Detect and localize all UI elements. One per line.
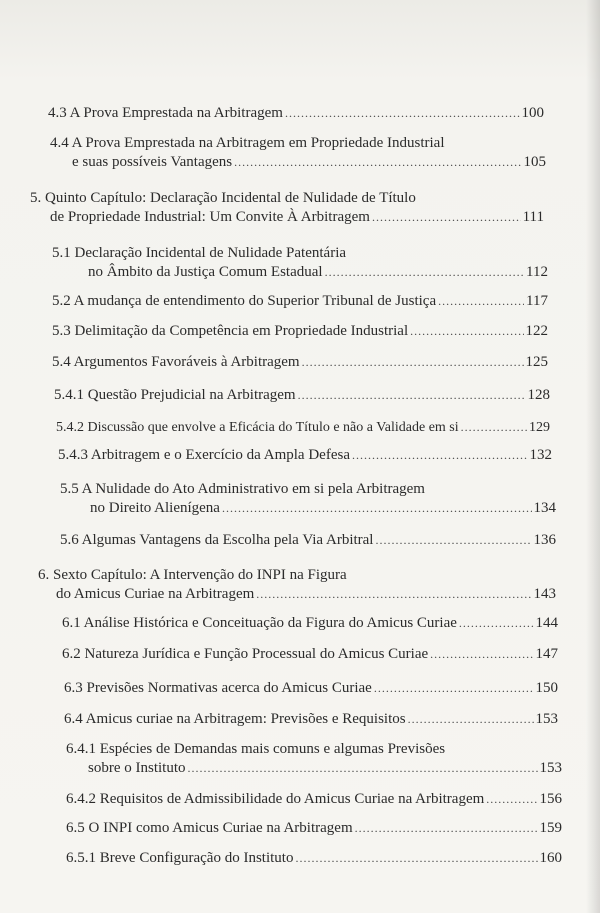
toc-entry-title-continued: do Amicus Curiae na Arbitragem <box>56 586 255 602</box>
toc-entry-title: 6.4.2 Requisitos de Admissibilidade do Amicus Curiae na Arbitragem <box>66 791 485 807</box>
toc-entry-title: 5.6 Algumas Vantagens da Escolha pela Via Arbitral <box>60 532 374 548</box>
toc-page-number: 147 <box>535 646 558 662</box>
toc-entry-title: 5.4 Argumentos Favoráveis à Arbitragem <box>52 354 300 370</box>
toc-entry-4-4 <box>50 134 546 172</box>
toc-entry-title: 6. Sexto Capítulo: A Intervenção do INPI na Figura <box>38 567 347 583</box>
toc-entry-5-1 <box>52 244 548 282</box>
dot-leader <box>222 499 532 518</box>
toc-entry-5-5 <box>60 480 556 518</box>
toc-entry-5-4-3 <box>58 446 552 465</box>
toc-page-number: 117 <box>526 293 548 309</box>
dot-leader <box>408 710 534 729</box>
toc-page-number: 122 <box>525 323 548 339</box>
toc-page-number: 156 <box>539 791 562 807</box>
dot-leader <box>256 585 531 604</box>
dot-leader <box>486 790 537 809</box>
dot-leader <box>285 104 520 123</box>
toc-entry-title-continued: sobre o Instituto <box>88 760 186 776</box>
toc-entry-5-4-1 <box>54 386 550 405</box>
toc-entry-6-4-2 <box>66 790 562 809</box>
toc-entry-chapter-5 <box>30 189 544 227</box>
dot-leader <box>234 153 521 172</box>
toc-entry-5-4 <box>52 353 548 372</box>
toc-entry-4-3 <box>48 104 544 123</box>
dot-leader <box>355 819 538 838</box>
toc-page-number: 136 <box>533 532 556 548</box>
toc-entry-title: 6.5.1 Breve Configuração do Instituto <box>66 850 294 866</box>
toc-entry-5-4-2 <box>56 418 550 437</box>
dot-leader <box>295 849 537 868</box>
dot-leader <box>461 418 527 437</box>
toc-entry-title: 5.2 A mudança de entendimento do Superior Tribunal de Justiça <box>52 293 437 309</box>
toc-entry-title: 6.1 Análise Histórica e Conceituação da Figura do Amicus Curiae <box>62 615 457 631</box>
dot-leader <box>298 386 526 405</box>
toc-page-number: 132 <box>529 447 552 463</box>
toc-entry-title: 5.4.2 Discussão que envolve a Eficácia do Título e não a Validade em si <box>56 420 459 435</box>
dot-leader <box>188 759 538 778</box>
toc-entry-title: 5.4.3 Arbitragem e o Exercício da Ampla Defesa <box>58 447 350 463</box>
toc-page-number: 160 <box>539 850 562 866</box>
toc-page-number: 100 <box>521 105 544 121</box>
toc-entry-5-2 <box>52 292 548 311</box>
dot-leader <box>459 614 534 633</box>
dot-leader <box>430 645 533 664</box>
toc-entry-title: 5.4.1 Questão Prejudicial na Arbitragem <box>54 387 296 403</box>
toc-page-number: 128 <box>527 387 550 403</box>
dot-leader <box>372 208 521 227</box>
toc-entry-6-2 <box>62 645 558 664</box>
dot-leader <box>325 263 524 282</box>
toc-entry-title: 5.3 Delimitação da Competência em Propriedade Industrial <box>52 323 409 339</box>
toc-entry-chapter-6 <box>38 566 556 604</box>
toc-entry-title: 6.3 Previsões Normativas acerca do Amicus Curiae <box>64 680 372 696</box>
toc-page-number: 153 <box>535 711 558 727</box>
dot-leader <box>438 292 524 311</box>
dot-leader <box>302 353 524 372</box>
toc-entry-title: 6.4.1 Espécies de Demandas mais comuns e algumas Previsões <box>66 741 446 757</box>
toc-page-number: 134 <box>533 500 556 516</box>
toc-page-number: 111 <box>522 209 544 225</box>
toc-entry-6-5 <box>66 819 562 838</box>
toc-page-number: 159 <box>539 820 562 836</box>
dot-leader <box>375 531 531 550</box>
toc-entry-6-3 <box>64 679 558 698</box>
toc-entry-title: 4.3 A Prova Emprestada na Arbitragem <box>48 105 283 121</box>
page-gutter-shadow <box>586 0 600 913</box>
toc-entry-title: 5.1 Declaração Incidental de Nulidade Patentária <box>52 245 347 261</box>
toc-entry-title-continued: de Propriedade Industrial: Um Convite À Arbitragem <box>50 209 370 225</box>
toc-entry-6-4 <box>64 710 558 729</box>
dot-leader <box>410 322 523 341</box>
toc-page-number: 112 <box>526 264 548 280</box>
toc-page-number: 153 <box>539 760 562 776</box>
toc-entry-5-6 <box>60 531 556 550</box>
toc-page-number: 105 <box>523 154 546 170</box>
toc-entry-title-continued: e suas possíveis Vantagens <box>72 154 233 170</box>
toc-page-number: 129 <box>529 420 550 435</box>
dot-leader <box>352 446 528 465</box>
toc-entry-title: 6.4 Amicus curiae na Arbitragem: Previsões e Requisitos <box>64 711 406 727</box>
toc-entry-5-3 <box>52 322 548 341</box>
toc-entry-title-continued: no Âmbito da Justiça Comum Estadual <box>88 264 323 280</box>
toc-entry-title: 6.5 O INPI como Amicus Curiae na Arbitragem <box>66 820 353 836</box>
dot-leader <box>374 679 534 698</box>
toc-entry-title: 4.4 A Prova Emprestada na Arbitragem em Propriedade Industrial <box>50 135 445 151</box>
toc-page-number: 150 <box>535 680 558 696</box>
toc-entry-title-continued: no Direito Alienígena <box>90 500 220 516</box>
toc-page-number: 144 <box>535 615 558 631</box>
toc-page-number: 125 <box>525 354 548 370</box>
toc-entry-title: 5. Quinto Capítulo: Declaração Incidental de Nulidade de Título <box>30 190 416 206</box>
toc-entry-6-1 <box>62 614 558 633</box>
toc-entry-title: 6.2 Natureza Jurídica e Função Processual do Amicus Curiae <box>62 646 429 662</box>
toc-entry-6-5-1 <box>66 849 562 868</box>
toc-entry-6-4-1 <box>66 740 562 778</box>
toc-entry-title: 5.5 A Nulidade do Ato Administrativo em si pela Arbitragem <box>60 481 425 497</box>
toc-page-number: 143 <box>533 586 556 602</box>
